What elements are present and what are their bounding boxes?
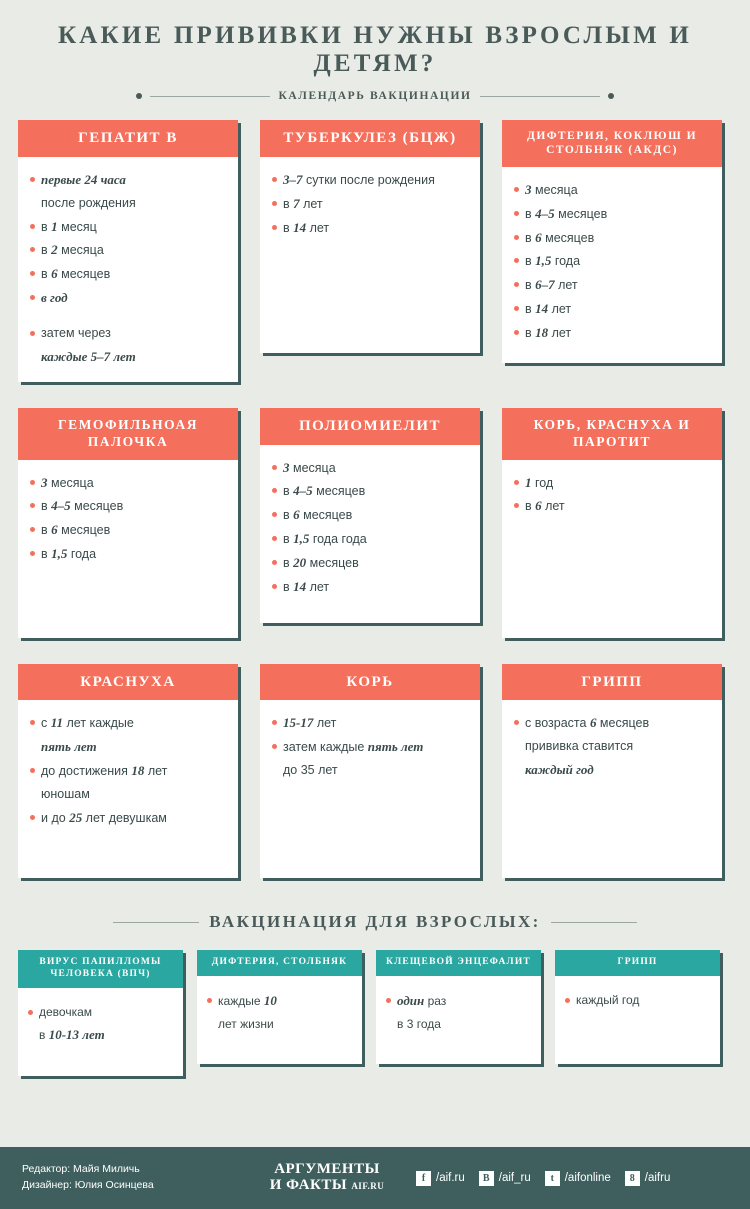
vaccine-card (18, 120, 238, 382)
schedule-item-emphasis: пять лет (41, 739, 97, 755)
schedule-item: в 6 месяцев (28, 521, 228, 539)
twitter-icon: t (545, 1171, 560, 1186)
schedule-item: в 1,5 года (512, 252, 712, 270)
credits (0, 1162, 252, 1194)
adults-divider-left (113, 922, 199, 923)
schedule-item-emphasis: 15-17 (283, 715, 314, 731)
schedule-item: прививка ставится (525, 739, 634, 754)
schedule-item-emphasis: в год (41, 290, 68, 306)
schedule-list (205, 992, 354, 1032)
schedule-item-emphasis: 4–5 (535, 205, 555, 221)
vaccine-card-title: КОРЬ, КРАСНУХА И ПАРОТИТ (502, 408, 722, 460)
page-subtitle: КАЛЕНДАРЬ ВАКЦИНАЦИИ (278, 90, 472, 102)
adult-vaccine-card (197, 950, 362, 1076)
adults-section-title: ВАКЦИНАЦИЯ ДЛЯ ВЗРОСЛЫХ: (209, 912, 541, 932)
schedule-item: лет жизни (218, 1016, 274, 1031)
schedule-item-emphasis: 1 (51, 218, 58, 234)
schedule-item-emphasis: пять лет (367, 739, 424, 755)
vaccine-card-title: ГЕМОФИЛЬНОАЯ ПАЛОЧКА (18, 408, 238, 460)
schedule-item-emphasis: 6 (51, 522, 58, 538)
vk-icon: B (479, 1171, 494, 1186)
schedule-item: в 1 месяц (28, 218, 228, 236)
schedule-item-emphasis: 3 (283, 459, 290, 475)
schedule-item: в 6 месяцев (28, 265, 228, 283)
schedule-item-emphasis: 1,5 (293, 531, 310, 547)
schedule-item: 3 месяца (512, 181, 712, 199)
schedule-item: в 1,5 года года (270, 530, 470, 548)
schedule-item: затем каждые пять лет (270, 738, 470, 756)
schedule-item-emphasis: 14 (293, 578, 307, 594)
schedule-list (512, 474, 712, 516)
vaccine-cards-grid (0, 120, 750, 878)
schedule-item-emphasis: 25 (69, 809, 83, 825)
schedule-item-emphasis: 2 (51, 242, 58, 258)
vaccine-card (502, 664, 722, 879)
social-link-twitter[interactable] (545, 1171, 611, 1186)
schedule-item-emphasis: каждые 5–7 лет (41, 348, 136, 364)
vaccine-card-title: КОРЬ (260, 664, 480, 701)
schedule-item: с 11 лет каждые (28, 714, 228, 732)
schedule-item-emphasis: один (397, 993, 425, 1009)
schedule-item: и до 25 лет девушкам (28, 809, 228, 827)
schedule-list (512, 181, 712, 342)
vaccine-card-body (260, 445, 480, 623)
vaccine-card (260, 408, 480, 638)
schedule-list (270, 714, 470, 779)
social-link-label: /aifonline (564, 1172, 611, 1184)
schedule-item-emphasis: 6–7 (535, 277, 555, 293)
vaccine-card (260, 664, 480, 879)
odnoklassniki-icon: 8 (625, 1171, 640, 1186)
schedule-item-emphasis: 6 (589, 715, 597, 731)
schedule-item: каждый год (563, 992, 712, 1008)
logo-domain: AIF.RU (351, 1181, 385, 1191)
schedule-list (512, 714, 712, 779)
adult-vaccine-card-body (555, 976, 720, 1064)
schedule-list (28, 474, 228, 564)
schedule-item-emphasis: 14 (535, 301, 549, 317)
schedule-item-emphasis: 1,5 (51, 546, 68, 562)
schedule-item: в 14 лет (270, 219, 470, 237)
vaccine-card (260, 120, 480, 382)
schedule-item (28, 348, 228, 366)
schedule-item: каждые 10 (205, 992, 354, 1010)
schedule-item: 3 месяца (270, 459, 470, 477)
schedule-item: после рождения (41, 195, 136, 210)
schedule-item-emphasis: 6 (51, 266, 58, 282)
schedule-item: до достижения 18 лет (28, 762, 228, 780)
schedule-item-emphasis: 4–5 (293, 483, 313, 499)
schedule-item: в 4–5 месяцев (512, 205, 712, 223)
schedule-item-emphasis: 6 (535, 498, 542, 514)
vaccine-card (502, 408, 722, 638)
schedule-item: в 7 лет (270, 195, 470, 213)
schedule-item-emphasis: 3–7 (283, 171, 303, 187)
schedule-item: в 1,5 года (28, 545, 228, 563)
schedule-item (28, 289, 228, 307)
vaccine-card-title: ГРИПП (502, 664, 722, 701)
schedule-item-emphasis: 18 (535, 325, 549, 340)
aif-logo (252, 1162, 402, 1194)
page-title: КАКИЕ ПРИВИВКИ НУЖНЫ ВЗРОСЛЫМ И ДЕТЯМ? (57, 22, 693, 77)
dot-right-icon (608, 93, 614, 99)
schedule-item-emphasis: 14 (293, 219, 307, 235)
schedule-item-emphasis: 3 (41, 474, 48, 490)
divider-right (480, 96, 600, 97)
logo-line-2: И ФАКТЫ AIF.RU (269, 1177, 385, 1193)
adult-cards-grid (0, 950, 750, 1076)
vaccine-card-title: КРАСНУХА (18, 664, 238, 701)
schedule-item-emphasis: 3 (525, 181, 532, 197)
schedule-item-emphasis: 20 (293, 555, 307, 570)
vaccine-card-title: ГЕПАТИТ В (18, 120, 238, 157)
schedule-item: в 14 лет (512, 300, 712, 318)
schedule-item: 3–7 сутки после рождения (270, 171, 470, 189)
subtitle-row (0, 90, 750, 102)
footer (0, 1147, 750, 1209)
social-link-vk[interactable] (479, 1171, 531, 1186)
schedule-item: в 6 месяцев (270, 506, 470, 524)
schedule-item: до 35 лет (283, 763, 338, 777)
vaccine-card-body (502, 700, 722, 878)
vaccine-card (502, 120, 722, 382)
social-link-label: /aifru (644, 1172, 671, 1184)
adult-vaccine-card-body (197, 976, 362, 1064)
adults-divider-right (551, 922, 637, 923)
schedule-item: в 6–7 лет (512, 276, 712, 294)
social-link-label: /aif_ru (498, 1172, 531, 1184)
vaccine-card-body (502, 460, 722, 638)
schedule-list (384, 992, 533, 1032)
schedule-item: юношам (41, 786, 90, 801)
schedule-item: в 20 месяцев (270, 554, 470, 572)
schedule-item-emphasis: 1,5 (535, 253, 552, 269)
schedule-item: девочкам (26, 1004, 175, 1020)
schedule-item-emphasis: 10-13 лет (48, 1027, 105, 1043)
schedule-item: 1 год (512, 474, 712, 492)
schedule-list (270, 171, 470, 237)
vaccine-card-title: ДИФТЕРИЯ, КОКЛЮШ И СТОЛБНЯК (АКДС) (502, 120, 722, 167)
designer-credit: Дизайнер: Юлия Осинцева (22, 1179, 154, 1191)
adult-vaccine-card-body (376, 976, 541, 1064)
vaccine-card-body (18, 460, 238, 638)
schedule-item (28, 171, 228, 189)
vaccine-card-body (260, 700, 480, 878)
social-links (402, 1171, 670, 1186)
schedule-item: в 2 месяца (28, 241, 228, 259)
schedule-item: затем через (28, 325, 228, 342)
vaccine-card-title: ПОЛИОМИЕЛИТ (260, 408, 480, 445)
vaccine-card-body (502, 167, 722, 363)
schedule-item-emphasis: 11 (50, 715, 64, 731)
social-link-odnoklassniki[interactable] (625, 1171, 671, 1186)
schedule-item: в 10-13 лет (39, 1027, 105, 1043)
schedule-item-emphasis: 6 (535, 229, 542, 245)
vaccine-card-title: ТУБЕРКУЛЕЗ (БЦЖ) (260, 120, 480, 157)
vaccine-card-body (260, 157, 480, 353)
vaccine-card-body (18, 700, 238, 878)
facebook-icon: f (416, 1171, 431, 1186)
adult-vaccine-card-title: КЛЕЩЕВОЙ ЭНЦЕФАЛИТ (376, 950, 541, 976)
social-link-facebook[interactable] (416, 1171, 465, 1186)
adult-vaccine-card-title: ВИРУС ПАПИЛЛОМЫ ЧЕЛОВЕКА (ВПЧ) (18, 950, 183, 988)
schedule-list (26, 1004, 175, 1044)
schedule-item: в 3 года (397, 1016, 441, 1031)
schedule-list (28, 171, 228, 366)
schedule-item-emphasis: 7 (293, 195, 300, 211)
vaccine-card (18, 408, 238, 638)
vaccine-card (18, 664, 238, 879)
schedule-item (512, 761, 712, 779)
schedule-item: с возраста 6 месяцев (512, 714, 712, 732)
editor-credit: Редактор: Майя Миличь (22, 1163, 140, 1176)
schedule-item: в 4–5 месяцев (270, 482, 470, 500)
schedule-item-emphasis: 10 (263, 993, 277, 1009)
schedule-item-emphasis: каждый год (525, 762, 594, 777)
schedule-item: в 4–5 месяцев (28, 497, 228, 515)
adult-vaccine-card-title: ДИФТЕРИЯ, СТОЛБНЯК (197, 950, 362, 976)
schedule-item: в 14 лет (270, 578, 470, 596)
logo-line-1: АРГУМЕНТЫ (274, 1161, 380, 1178)
social-link-label: /aif.ru (436, 1172, 465, 1184)
schedule-item-emphasis: 1 (525, 474, 532, 490)
schedule-item-emphasis: 4–5 (51, 498, 71, 514)
divider-left (150, 96, 270, 97)
schedule-item-emphasis: 6 (293, 507, 300, 523)
adult-vaccine-card (555, 950, 720, 1076)
dot-left-icon (136, 93, 142, 99)
schedule-item: в 18 лет (512, 324, 712, 342)
schedule-item: в 6 месяцев (512, 229, 712, 247)
schedule-item (28, 738, 228, 756)
schedule-item: 15-17 лет (270, 714, 470, 732)
adult-vaccine-card-title: ГРИПП (555, 950, 720, 976)
schedule-item-emphasis: 18 (131, 763, 145, 778)
schedule-list (270, 459, 470, 596)
schedule-item: в 6 лет (512, 497, 712, 515)
adult-vaccine-card-body (18, 988, 183, 1076)
adults-section-header (0, 912, 750, 932)
adult-vaccine-card (376, 950, 541, 1076)
schedule-item: 3 месяца (28, 474, 228, 492)
schedule-item-emphasis: первые 24 часа (41, 171, 126, 187)
adult-vaccine-card (18, 950, 183, 1076)
schedule-list (563, 992, 712, 1008)
schedule-list (28, 714, 228, 826)
schedule-item: один раз (384, 992, 533, 1010)
vaccine-card-body (18, 157, 238, 382)
